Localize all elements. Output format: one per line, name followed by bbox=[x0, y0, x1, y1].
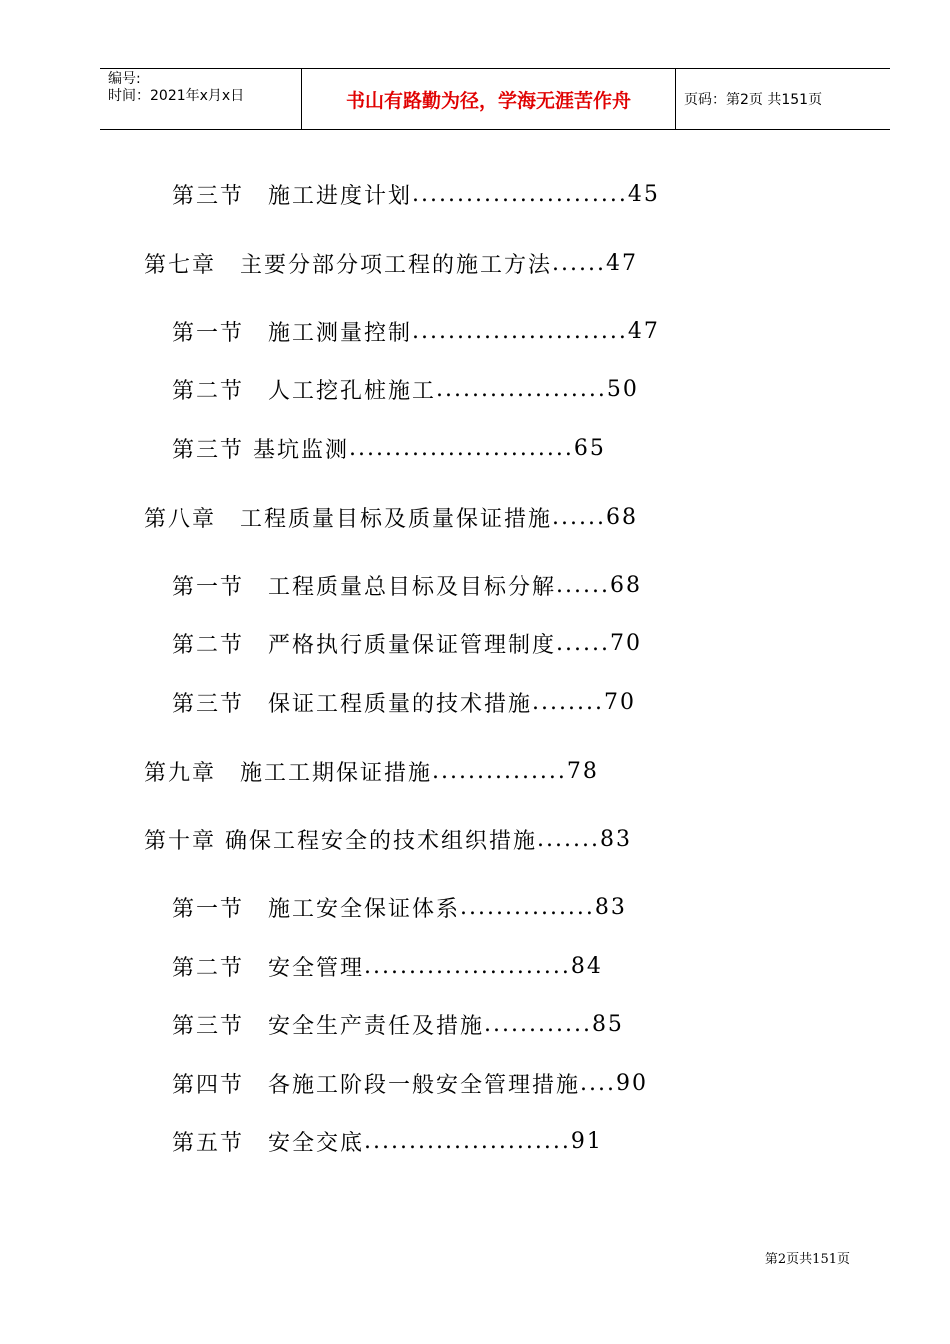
toc-entry-label: 第九章 施工工期保证措施 bbox=[144, 760, 433, 786]
toc-entry[interactable] bbox=[172, 948, 603, 984]
toc-entry-page: 91 bbox=[570, 1128, 603, 1154]
toc-entry-leader: ............... bbox=[460, 894, 595, 920]
toc-entry[interactable] bbox=[172, 371, 639, 407]
toc-entry-leader: ....................... bbox=[364, 953, 571, 979]
toc-entry-label: 第三节 安全生产责任及措施 bbox=[172, 1013, 485, 1039]
toc-entry[interactable] bbox=[172, 625, 642, 661]
toc-entry[interactable] bbox=[172, 889, 627, 925]
toc-entry-page: 83 bbox=[599, 826, 632, 852]
toc-entry-page: 83 bbox=[594, 894, 627, 920]
toc-entry-page: 45 bbox=[627, 181, 660, 207]
toc-entry-page: 68 bbox=[609, 572, 642, 598]
toc-entry-page: 90 bbox=[616, 1070, 648, 1096]
toc-entry-leader: .... bbox=[580, 1070, 616, 1096]
toc-entry-label: 第二节 安全管理 bbox=[172, 955, 365, 981]
toc-entry[interactable] bbox=[172, 313, 660, 349]
header-motto: 书山有路勤为径，学海无涯苦作舟 bbox=[345, 89, 631, 112]
toc-entry[interactable] bbox=[144, 821, 632, 857]
toc-entry-leader: ........................ bbox=[412, 181, 628, 207]
header-meta bbox=[108, 71, 244, 105]
toc-entry-leader: ...... bbox=[556, 572, 610, 598]
toc-entry-leader: ............... bbox=[432, 758, 567, 784]
toc-entry[interactable] bbox=[172, 1006, 624, 1042]
page-header bbox=[100, 68, 890, 130]
toc-entry-label: 第一节 工程质量总目标及目标分解 bbox=[172, 574, 557, 600]
toc-entry[interactable] bbox=[172, 176, 660, 212]
toc-entry-page: 85 bbox=[591, 1011, 624, 1037]
toc-entry[interactable] bbox=[172, 567, 642, 603]
toc-entry-label: 第五节 安全交底 bbox=[172, 1130, 365, 1156]
toc-entry-label: 第三节 施工进度计划 bbox=[172, 183, 413, 209]
toc-entry[interactable] bbox=[144, 499, 638, 535]
page-footer: 第2页共151页 bbox=[764, 1252, 850, 1267]
toc-entry-leader: ...... bbox=[552, 504, 606, 530]
toc-entry-label: 第四节 各施工阶段一般安全管理措施 bbox=[172, 1072, 581, 1098]
time-label: 时间：2021年x月x日 bbox=[108, 88, 245, 104]
toc-entry-label: 第八章 工程质量目标及质量保证措施 bbox=[144, 506, 553, 532]
header-page-info: 页码：第2页 共151页 bbox=[684, 92, 823, 108]
toc-entry-label: 第三节 保证工程质量的技术措施 bbox=[172, 691, 533, 717]
toc-entry-page: 70 bbox=[609, 630, 642, 656]
toc-entry-page: 47 bbox=[605, 250, 638, 276]
toc-entry-page: 84 bbox=[570, 953, 603, 979]
toc-entry-page: 50 bbox=[606, 376, 639, 402]
toc-entry-leader: ....................... bbox=[364, 1128, 571, 1154]
toc-entry-page: 47 bbox=[627, 318, 660, 344]
toc-entry-leader: ........................ bbox=[412, 318, 628, 344]
toc-entry-page: 68 bbox=[605, 504, 638, 530]
toc-entry-leader: ............ bbox=[484, 1011, 592, 1037]
toc-entry[interactable] bbox=[144, 753, 599, 789]
toc-entry-label: 第七章 主要分部分项工程的施工方法 bbox=[144, 252, 553, 278]
number-label: 编号: bbox=[108, 71, 141, 87]
toc-entry[interactable] bbox=[172, 430, 606, 466]
toc-entry-label: 第一节 施工测量控制 bbox=[172, 320, 413, 346]
header-divider bbox=[675, 69, 676, 129]
toc-entry-leader: ....... bbox=[537, 826, 600, 852]
toc-entry[interactable] bbox=[172, 1123, 603, 1159]
toc-entry-label: 第二节 严格执行质量保证管理制度 bbox=[172, 632, 557, 658]
toc-entry-leader: ...... bbox=[552, 250, 606, 276]
toc-entry-label: 第三节 基坑监测 bbox=[172, 437, 349, 463]
toc-entry-label: 第二节 人工挖孔桩施工 bbox=[172, 378, 437, 404]
toc-entry-page: 65 bbox=[573, 435, 606, 461]
toc-entry-label: 第一节 施工安全保证体系 bbox=[172, 896, 461, 922]
toc-entry-page: 70 bbox=[603, 689, 636, 715]
toc-entry-label: 第十章 确保工程安全的技术组织措施 bbox=[144, 828, 537, 854]
toc-entry[interactable] bbox=[144, 245, 638, 281]
toc-entry[interactable] bbox=[172, 1065, 648, 1101]
toc-entry-leader: ........ bbox=[532, 689, 604, 715]
toc-entry-leader: ......................... bbox=[349, 435, 574, 461]
toc-entry-leader: ...... bbox=[556, 630, 610, 656]
toc-entry-page: 78 bbox=[566, 758, 599, 784]
toc-entry[interactable] bbox=[172, 684, 636, 720]
toc-entry-leader: ................... bbox=[436, 376, 607, 402]
